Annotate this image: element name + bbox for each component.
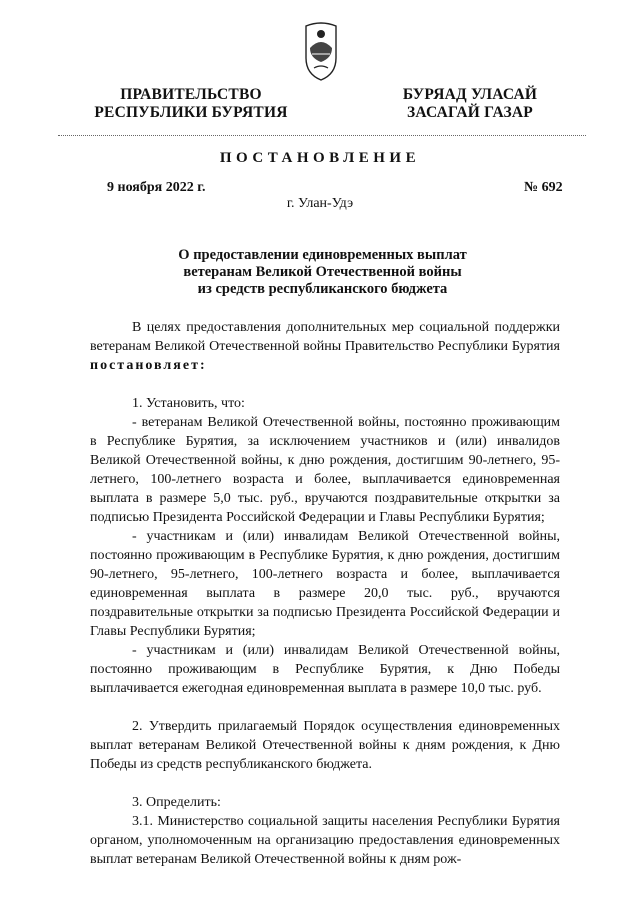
title-line: из средств республиканского бюджета [197,281,448,297]
header-divider [58,135,586,136]
title-line: ветеранам Великой Отечественной войны [183,264,462,280]
header-right-line2: ЗАСАГАЙ ГАЗАР [407,104,533,121]
document-number: № 692 [524,180,563,195]
clause-1-item-b: - участникам и (или) инвалидам Великой Отечественной войны, постоянно проживающим в Республике Бурятия, к дню рождения, достигшим 90-летнего, 95-летнего, 100-летнего возраста и более, выплачивается единовременная выплата в размере 20,0 тыс. руб., вручаются поздравительные открытки за подписью Президента Российской Федерации и Главы Республики Бурятия; [90,529,560,639]
document-body [90,318,560,869]
intro-paragraph [90,318,560,375]
header-left [86,86,296,122]
clause-3-1: 3.1. Министерство социальной защиты населения Республики Бурятия органом, уполномоченным на организацию предоставления единовременных выплат ветеранам Великой Отечественной войны к дням рож- [90,814,560,867]
intro-text: В целях предоставления дополнительных мер социальной поддержки ветеранам Великой Отечественной войны Правительство Республики Бурятия [90,320,560,354]
coat-of-arms-icon [302,18,340,82]
document-title [90,247,555,298]
title-line: О предоставлении единовременных выплат [178,247,467,263]
header-left-line1: ПРАВИТЕЛЬСТВО [120,86,262,103]
header-right-line1: БУРЯАД УЛАСАЙ [402,86,538,103]
clause-1-item-c: - участникам и (или) инвалидам Великой Отечественной войны, постоянно проживающим в Республике Бурятия, к Дню Победы выплачивается ежегодная единовременная выплата в размере 10,0 тыс. руб. [90,643,560,696]
clause-3-heading: 3. Определить: [132,795,221,810]
resolves-word: постановляет: [90,358,207,373]
clause-1-item-a: - ветеранам Великой Отечественной войны, постоянно проживающим в Республике Бурятия, за исключением участников и (или) инвалидов Великой Отечественной войны, к дню рождения, достигшим 90-летнего, 95-летнего, 100-летнего возраста и более, выплачивается единовременная выплата в размере 5,0 тыс. руб., вручаются поздравительные открытки за подписью Президента Российской Федерации и Главы Республики Бурятия; [90,415,560,525]
document-city: г. Улан-Удэ [286,196,354,211]
clause-1-heading: 1. Установить, что: [132,396,245,411]
document-date: 9 ноября 2022 г. [107,180,206,195]
header-right [395,86,545,122]
clause-2: 2. Утвердить прилагаемый Порядок осуществления единовременных выплат ветеранам Великой Отечественной войны к дням рождения, к Дню Победы из средств республиканского бюджета. [90,719,560,772]
document-type: ПОСТАНОВЛЕНИЕ [219,150,421,166]
header-left-line2: РЕСПУБЛИКИ БУРЯТИЯ [94,104,288,121]
